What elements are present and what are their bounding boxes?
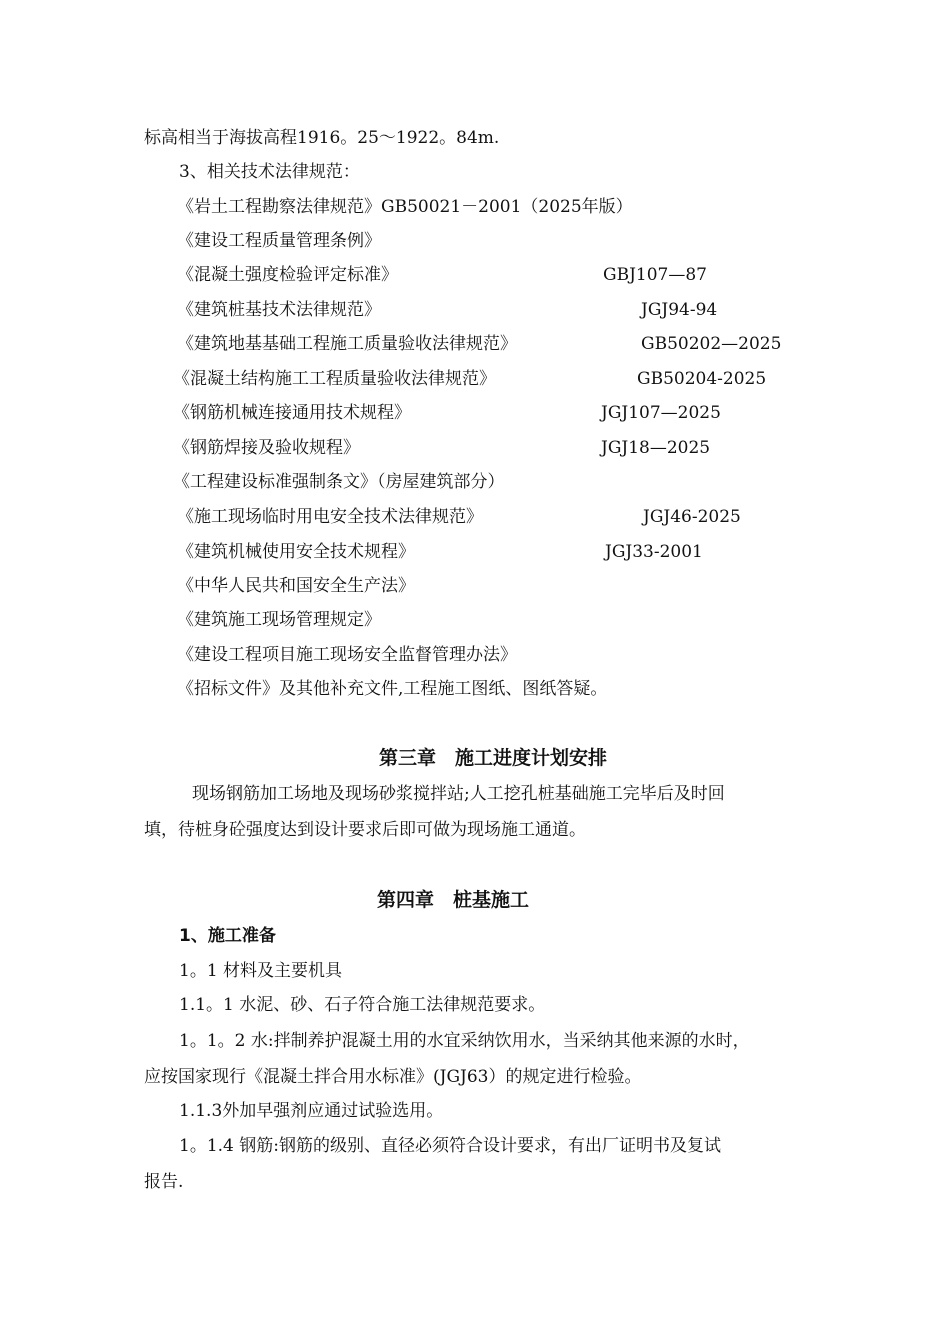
regulation-code: GB50202—2025 [641, 334, 782, 354]
regulation-code: JGJ33-2001 [605, 542, 703, 562]
item-1-1: 1。1 材料及主要机具 [179, 961, 343, 981]
regulation-code: GB50204-2025 [637, 369, 767, 389]
regulation-title: 《建筑施工现场管理规定》 [177, 610, 381, 630]
regulation-title: 《工程建设标准强制条文》（房屋建筑部分） [173, 472, 505, 492]
regulation-title: 《钢筋机械连接通用技术规程》 [173, 403, 411, 423]
regulation-title: 《混凝土强度检验评定标准》 [177, 265, 398, 285]
item-1-1-4-line-2: 报告. [144, 1172, 184, 1192]
regulation-title: 《钢筋焊接及验收规程》 [173, 438, 360, 458]
item-1-1-2-line-1: 1。1。2 水:拌制养护混凝土用的水宜采纳饮用水，当采纳其他来源的水时， [179, 1031, 750, 1051]
chapter-3-paragraph-line-2: 填，待桩身砼强度达到设计要求后即可做为现场施工通道。 [144, 820, 586, 840]
item-1-1-1: 1.1。1 水泥、砂、石子符合施工法律规范要求。 [179, 995, 546, 1015]
regulations-heading: 3、相关技术法律规范： [179, 162, 360, 182]
chapter-4-title: 第四章 桩基施工 [377, 889, 530, 911]
regulation-title: 《中华人民共和国安全生产法》 [177, 576, 415, 596]
regulation-code: JGJ46-2025 [643, 507, 741, 527]
regulation-code: JGJ107—2025 [601, 403, 721, 423]
item-1-1-4-line-1: 1。1.4 钢筋:钢筋的级别、直径必须符合设计要求，有出厂证明书及复试 [179, 1136, 721, 1156]
chapter-3-paragraph-line-1: 现场钢筋加工场地及现场砂浆搅拌站;人工挖孔桩基础施工完毕后及时回 [192, 784, 725, 804]
regulation-title: 《建筑机械使用安全技术规程》 [177, 542, 415, 562]
regulation-title: 《混凝土结构施工工程质量验收法律规范》 [173, 369, 496, 389]
regulation-title: 《建筑桩基技术法律规范》 [177, 300, 381, 320]
elevation-line: 标高相当于海拔高程1916。25～1922。84m. [144, 128, 500, 148]
item-1-1-2-line-2: 应按国家现行《混凝土拌合用水标准》(JGJ63）的规定进行检验。 [144, 1067, 642, 1087]
regulation-code: JGJ18—2025 [601, 438, 711, 458]
regulation-title: 《施工现场临时用电安全技术法律规范》 [177, 507, 483, 527]
item-1-1-3: 1.1.3外加早强剂应通过试验选用。 [179, 1101, 444, 1121]
regulation-title: 《建设工程质量管理条例》 [177, 231, 381, 251]
section-construction-preparation: 1、施工准备 [179, 926, 276, 946]
regulation-title: 《招标文件》及其他补充文件,工程施工图纸、图纸答疑。 [177, 679, 608, 699]
regulation-code: JGJ94-94 [641, 300, 718, 320]
regulation-title: 《岩土工程勘察法律规范》GB50021－2001（2025年版） [177, 197, 633, 217]
regulation-title: 《建设工程项目施工现场安全监督管理办法》 [177, 645, 517, 665]
chapter-3-title: 第三章 施工进度计划安排 [379, 747, 608, 769]
regulation-title: 《建筑地基基础工程施工质量验收法律规范》 [177, 334, 517, 354]
regulation-code: GBJ107—87 [603, 265, 707, 285]
